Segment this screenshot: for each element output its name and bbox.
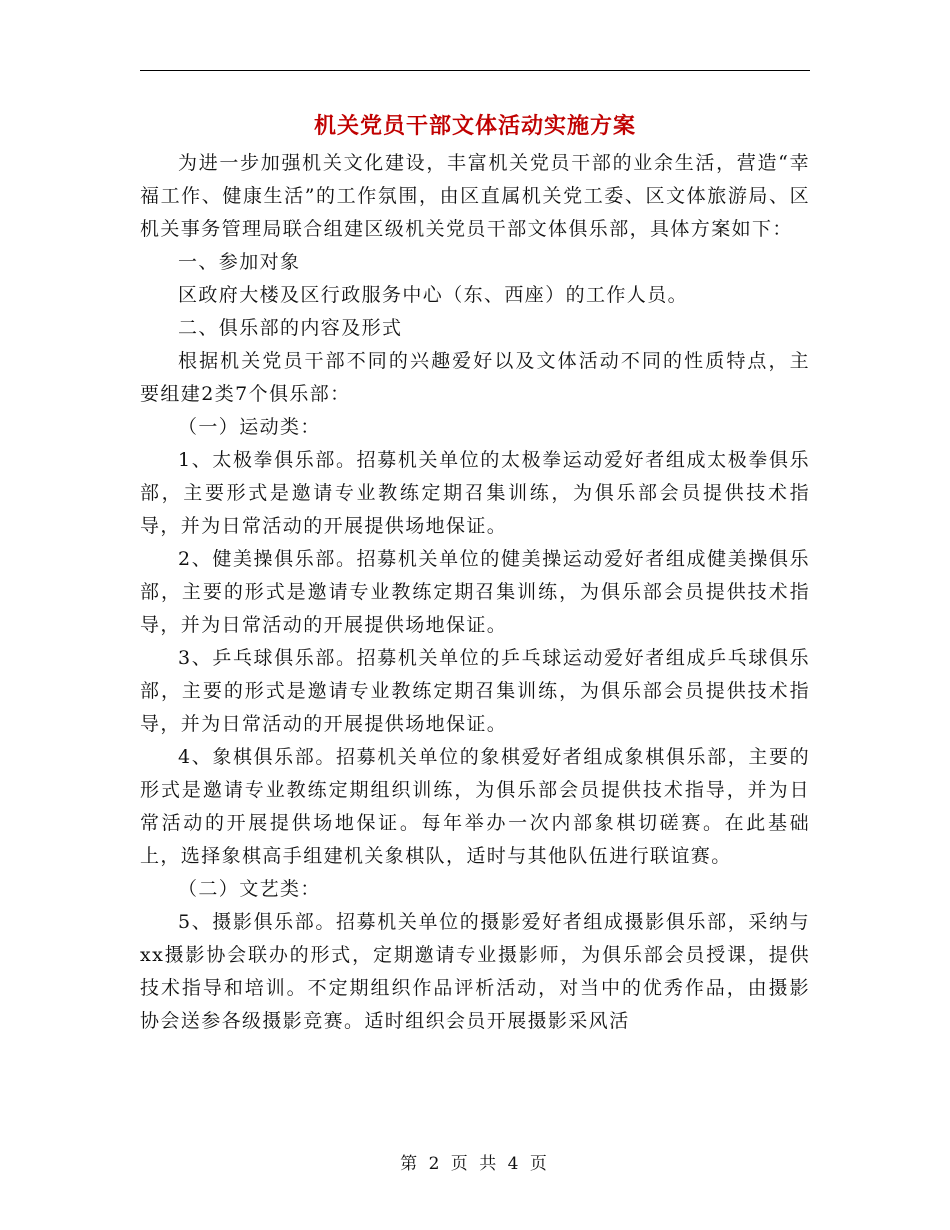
document-body <box>140 147 810 1038</box>
content-intro-paragraph: 根据机关党员干部不同的兴趣爱好以及文体活动不同的性质特点，主要组建2类7个俱乐部： <box>140 350 810 405</box>
photography-club-paragraph: 5、摄影俱乐部。招募机关单位的摄影爱好者组成摄影俱乐部，采纳与xx摄影协会联办的形式，定期邀请专业摄影师，为俱乐部会员授课，提供技术指导和培训。不定期组织作品评析活动，对当中的优秀作品，由摄影协会送参各级摄影竞赛。适时组织会员开展摄影采风活 <box>140 911 810 1032</box>
subsection-heading-sports: （一）运动类： <box>178 416 321 438</box>
header-rule <box>140 70 810 71</box>
subsection-heading-arts: （二）文艺类： <box>178 878 321 900</box>
aerobics-club-paragraph: 2、健美操俱乐部。招募机关单位的健美操运动爱好者组成健美操俱乐部，主要的形式是邀请专业教练定期召集训练，为俱乐部会员提供技术指导，并为日常活动的开展提供场地保证。 <box>140 548 810 636</box>
document-title: 机关党员干部文体活动实施方案 <box>313 113 636 139</box>
intro-paragraph: 为进一步加强机关文化建设，丰富机关党员干部的业余生活，营造“幸福工作、健康生活”的工作氛围，由区直属机关党工委、区文体旅游局、区机关事务管理局联合组建区级机关党员干部文体俱乐部，具体方案如下： <box>140 152 810 240</box>
section-heading-content: 二、俱乐部的内容及形式 <box>178 317 403 339</box>
table-tennis-club-paragraph: 3、乒乓球俱乐部。招募机关单位的乒乓球运动爱好者组成乒乓球俱乐部，主要的形式是邀请专业教练定期召集训练，为俱乐部会员提供技术指导，并为日常活动的开展提供场地保证。 <box>140 647 810 735</box>
participants-paragraph: 区政府大楼及区行政服务中心（东、西座）的工作人员。 <box>178 284 689 306</box>
page-number: 第 2 页 共 4 页 <box>400 1154 550 1174</box>
taichi-club-paragraph: 1、太极拳俱乐部。招募机关单位的太极拳运动爱好者组成太极拳俱乐部，主要形式是邀请专业教练定期召集训练，为俱乐部会员提供技术指导，并为日常活动的开展提供场地保证。 <box>140 449 810 537</box>
chess-club-paragraph: 4、象棋俱乐部。招募机关单位的象棋爱好者组成象棋俱乐部，主要的形式是邀请专业教练定期组织训练，为俱乐部会员提供技术指导，并为日常活动的开展提供场地保证。每年举办一次内部象棋切磋赛。在此基础上，选择象棋高手组建机关象棋队，适时与其他队伍进行联谊赛。 <box>140 746 810 867</box>
section-heading-participants: 一、参加对象 <box>178 251 301 273</box>
